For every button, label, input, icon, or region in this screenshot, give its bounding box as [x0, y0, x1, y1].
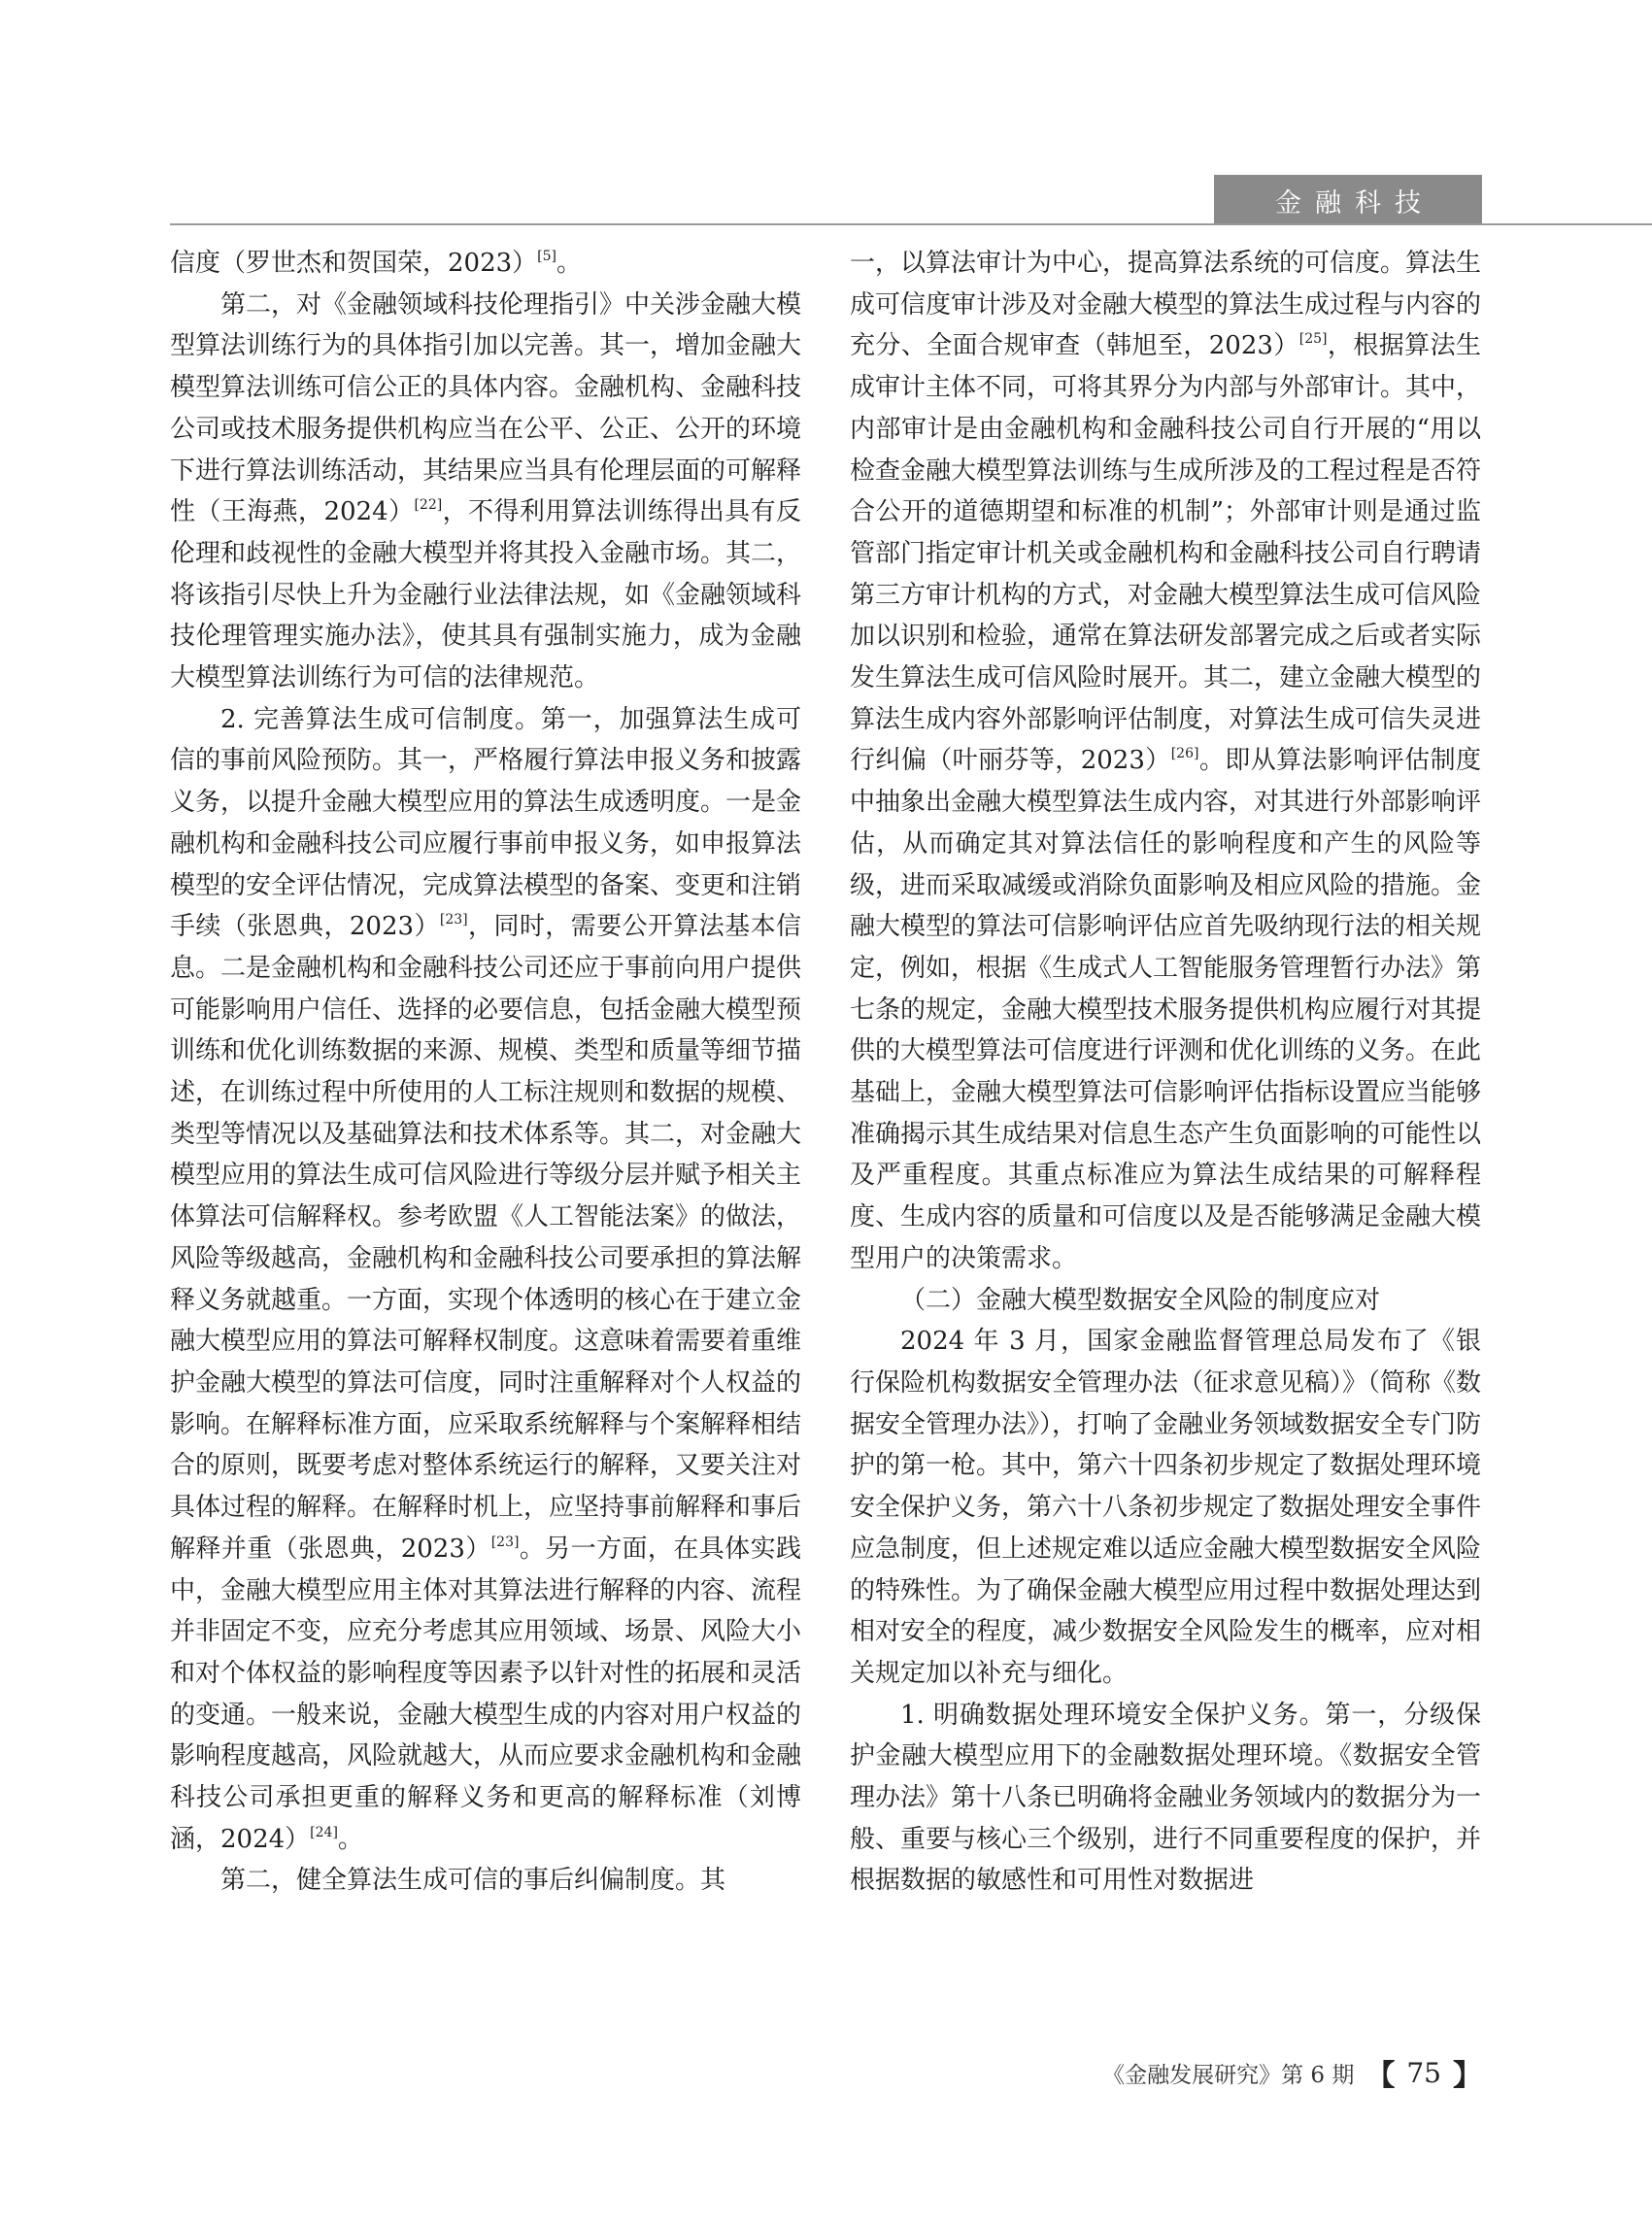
- citation-ref: [23]: [439, 912, 468, 928]
- citation-ref: [22]: [414, 497, 443, 514]
- paragraph-text: ，不得利用算法训练得出具有反伦理和歧视性的金融大模型并将其投入金融市场。其二，将该指引尽快上升为金融行业法律法规，如《金融领域科技伦理管理实施办法》，使其具有强制实施力，成为金融大模型算法训练行为可信的法律规范。: [170, 497, 802, 693]
- paragraph: [170, 285, 801, 699]
- citation-ref: [24]: [310, 1824, 338, 1840]
- citation-ref: [26]: [1170, 746, 1199, 762]
- paragraph: [850, 243, 1481, 1280]
- paragraph: [850, 1321, 1481, 1694]
- bracket-close: 】: [1453, 2059, 1482, 2093]
- paragraph-text: 2024 年 3 月，国家金融监督管理总局发布了《银行保险机构数据安全管理办法（征求意见稿）》（简称《数据安全管理办法》），打响了金融业务领域数据安全专门防护的第一枪。其中，第六十四条初步规定了数据处理环境安全保护义务，第六十八条初步规定了数据处理安全事件应急制度，但上述规定难以适应金融大模型数据安全风险的特殊性。为了确保金融大模型应用过程中数据处理达到相对安全的程度，减少数据安全风险发生的概率，应对相关规定加以补充与细化。: [850, 1327, 1482, 1688]
- paragraph: [170, 243, 801, 285]
- paragraph-text: 一，以算法审计为中心，提高算法系统的可信度。算法生成可信度审计涉及对金融大模型的算法生成过程与内容的充分、全面合规审查（韩旭至，2023）: [850, 249, 1482, 361]
- paragraph: [850, 1695, 1481, 1903]
- paragraph-text: 。: [337, 1824, 363, 1854]
- citation-ref: [5]: [537, 249, 557, 264]
- paragraph: [170, 699, 801, 1861]
- citation-ref: [23]: [490, 1534, 520, 1550]
- paragraph-text: 。另一方面，在具体实践中，金融大模型应用主体对其算法进行解释的内容、流程并非固定不变，应充分考虑其应用领域、场景、风险大小和对个体权益的影响程度等因素予以针对性的拓展和灵活的变通。一般来说，金融大模型生成的内容对用户权益的影响程度越高，风险就越大，从而应要求金融机构和金融科技公司承担更重的解释义务和更高的解释标准（刘博涵，2024）: [170, 1534, 802, 1854]
- page-footer: [1102, 2051, 1482, 2094]
- section-heading: [850, 1280, 1481, 1322]
- section-label: 金融科技: [1214, 175, 1482, 225]
- page-number: 75: [1406, 2056, 1441, 2089]
- left-column: [170, 243, 801, 1902]
- right-column: [850, 243, 1481, 1902]
- paragraph-text: ，根据算法生成审计主体不同，可将其界分为内部与外部审计。其中，内部审计是由金融机构和金融科技公司自行开展的“用以检查金融大模型算法训练与生成所涉及的工程过程是否符合公开的道德期望和标准的机制”；外部审计则是通过监管部门指定审计机关或金融机构和金融科技公司自行聘请第三方审计机构的方式，对金融大模型算法生成可信风险加以识别和检验，通常在算法研发部署完成之后或者实际发生算法生成可信风险时展开。其二，建立金融大模型的算法生成内容外部影响评估制度，对算法生成可信失灵进行纠偏（叶丽芬等，2023）: [850, 331, 1482, 776]
- heading-text: （二）金融大模型数据安全风险的制度应对: [900, 1285, 1381, 1315]
- header-rule: [170, 223, 1652, 225]
- bracket-open: 【: [1365, 2059, 1396, 2093]
- citation-ref: [25]: [1298, 331, 1328, 348]
- paragraph-text: 2. 完善算法生成可信制度。第一，加强算法生成可信的事前风险预防。其一，严格履行算法申报义务和披露义务，以提升金融大模型应用的算法生成透明度。一是金融机构和金融科技公司应履行事前申报义务，如申报算法模型的安全评估情况，完成算法模型的备案、变更和注销手续（张恩典，2023）: [170, 704, 802, 942]
- paragraph: [170, 1860, 801, 1902]
- paragraph-text: 第二，健全算法生成可信的事后纠偏制度。其: [220, 1866, 726, 1896]
- journal-name: 《金融发展研究》第 6 期: [1102, 2062, 1355, 2088]
- paragraph-text: ，同时，需要公开算法基本信息。二是金融机构和金融科技公司还应于事前向用户提供可能影响用户信任、选择的必要信息，包括金融大模型预训练和优化训练数据的来源、规模、类型和质量等细节描述，在训练过程中所使用的人工标注规则和数据的规模、类型等情况以及基础算法和技术体系等。其二，对金融大模型应用的算法生成可信风险进行等级分层并赋予相关主体算法可信解释权。参考欧盟《人工智能法案》的做法，风险等级越高，金融机构和金融科技公司要承担的算法解释义务就越重。一方面，实现个体透明的核心在于建立金融大模型应用的算法可解释权制度。这意味着需要着重维护金融大模型的算法可信度，同时注重解释对个人权益的影响。在解释标准方面，应采取系统解释与个案解释相结合的原则，既要考虑对整体系统运行的解释，又要关注对具体过程的解释。在解释时机上，应坚持事前解释和事后解释并重（张恩典，2023）: [170, 912, 802, 1564]
- paragraph-text: 。即从算法影响评估制度中抽象出金融大模型算法生成内容，对其进行外部影响评估，从而确定其对算法信任的影响程度和产生的风险等级，进而采取减缓或消除负面影响及相应风险的措施。金融大模型的算法可信影响评估应首先吸纳现行法的相关规定，例如，根据《生成式人工智能服务管理暂行办法》第七条的规定，金融大模型技术服务提供机构应履行对其提供的大模型算法可信度进行评测和优化训练的义务。在此基础上，金融大模型算法可信影响评估指标设置应当能够准确揭示其生成结果对信息生态产生负面影响的可能性以及严重程度。其重点标准应为算法生成结果的可解释程度、生成内容的质量和可信度以及是否能够满足金融大模型用户的决策需求。: [850, 746, 1482, 1273]
- paragraph-text: 第二，对《金融领域科技伦理指引》中关涉金融大模型算法训练行为的具体指引加以完善。其一，增加金融大模型算法训练可信公正的具体内容。金融机构、金融科技公司或技术服务提供机构应当在公平、公正、公开的环境下进行算法训练活动，其结果应当具有伦理层面的可解释性（王海燕，2024）: [170, 289, 802, 527]
- paragraph-text: 信度（罗世杰和贺国荣，2023）: [170, 249, 538, 278]
- paragraph-text: 1. 明确数据处理环境安全保护义务。第一，分级保护金融大模型应用下的金融数据处理环境。《数据安全管理办法》第十八条已明确将金融业务领域内的数据分为一般、重要与核心三个级别，进行不同重要程度的保护，并根据数据的敏感性和可用性对数据进: [850, 1700, 1482, 1896]
- paragraph-text: 。: [556, 249, 583, 278]
